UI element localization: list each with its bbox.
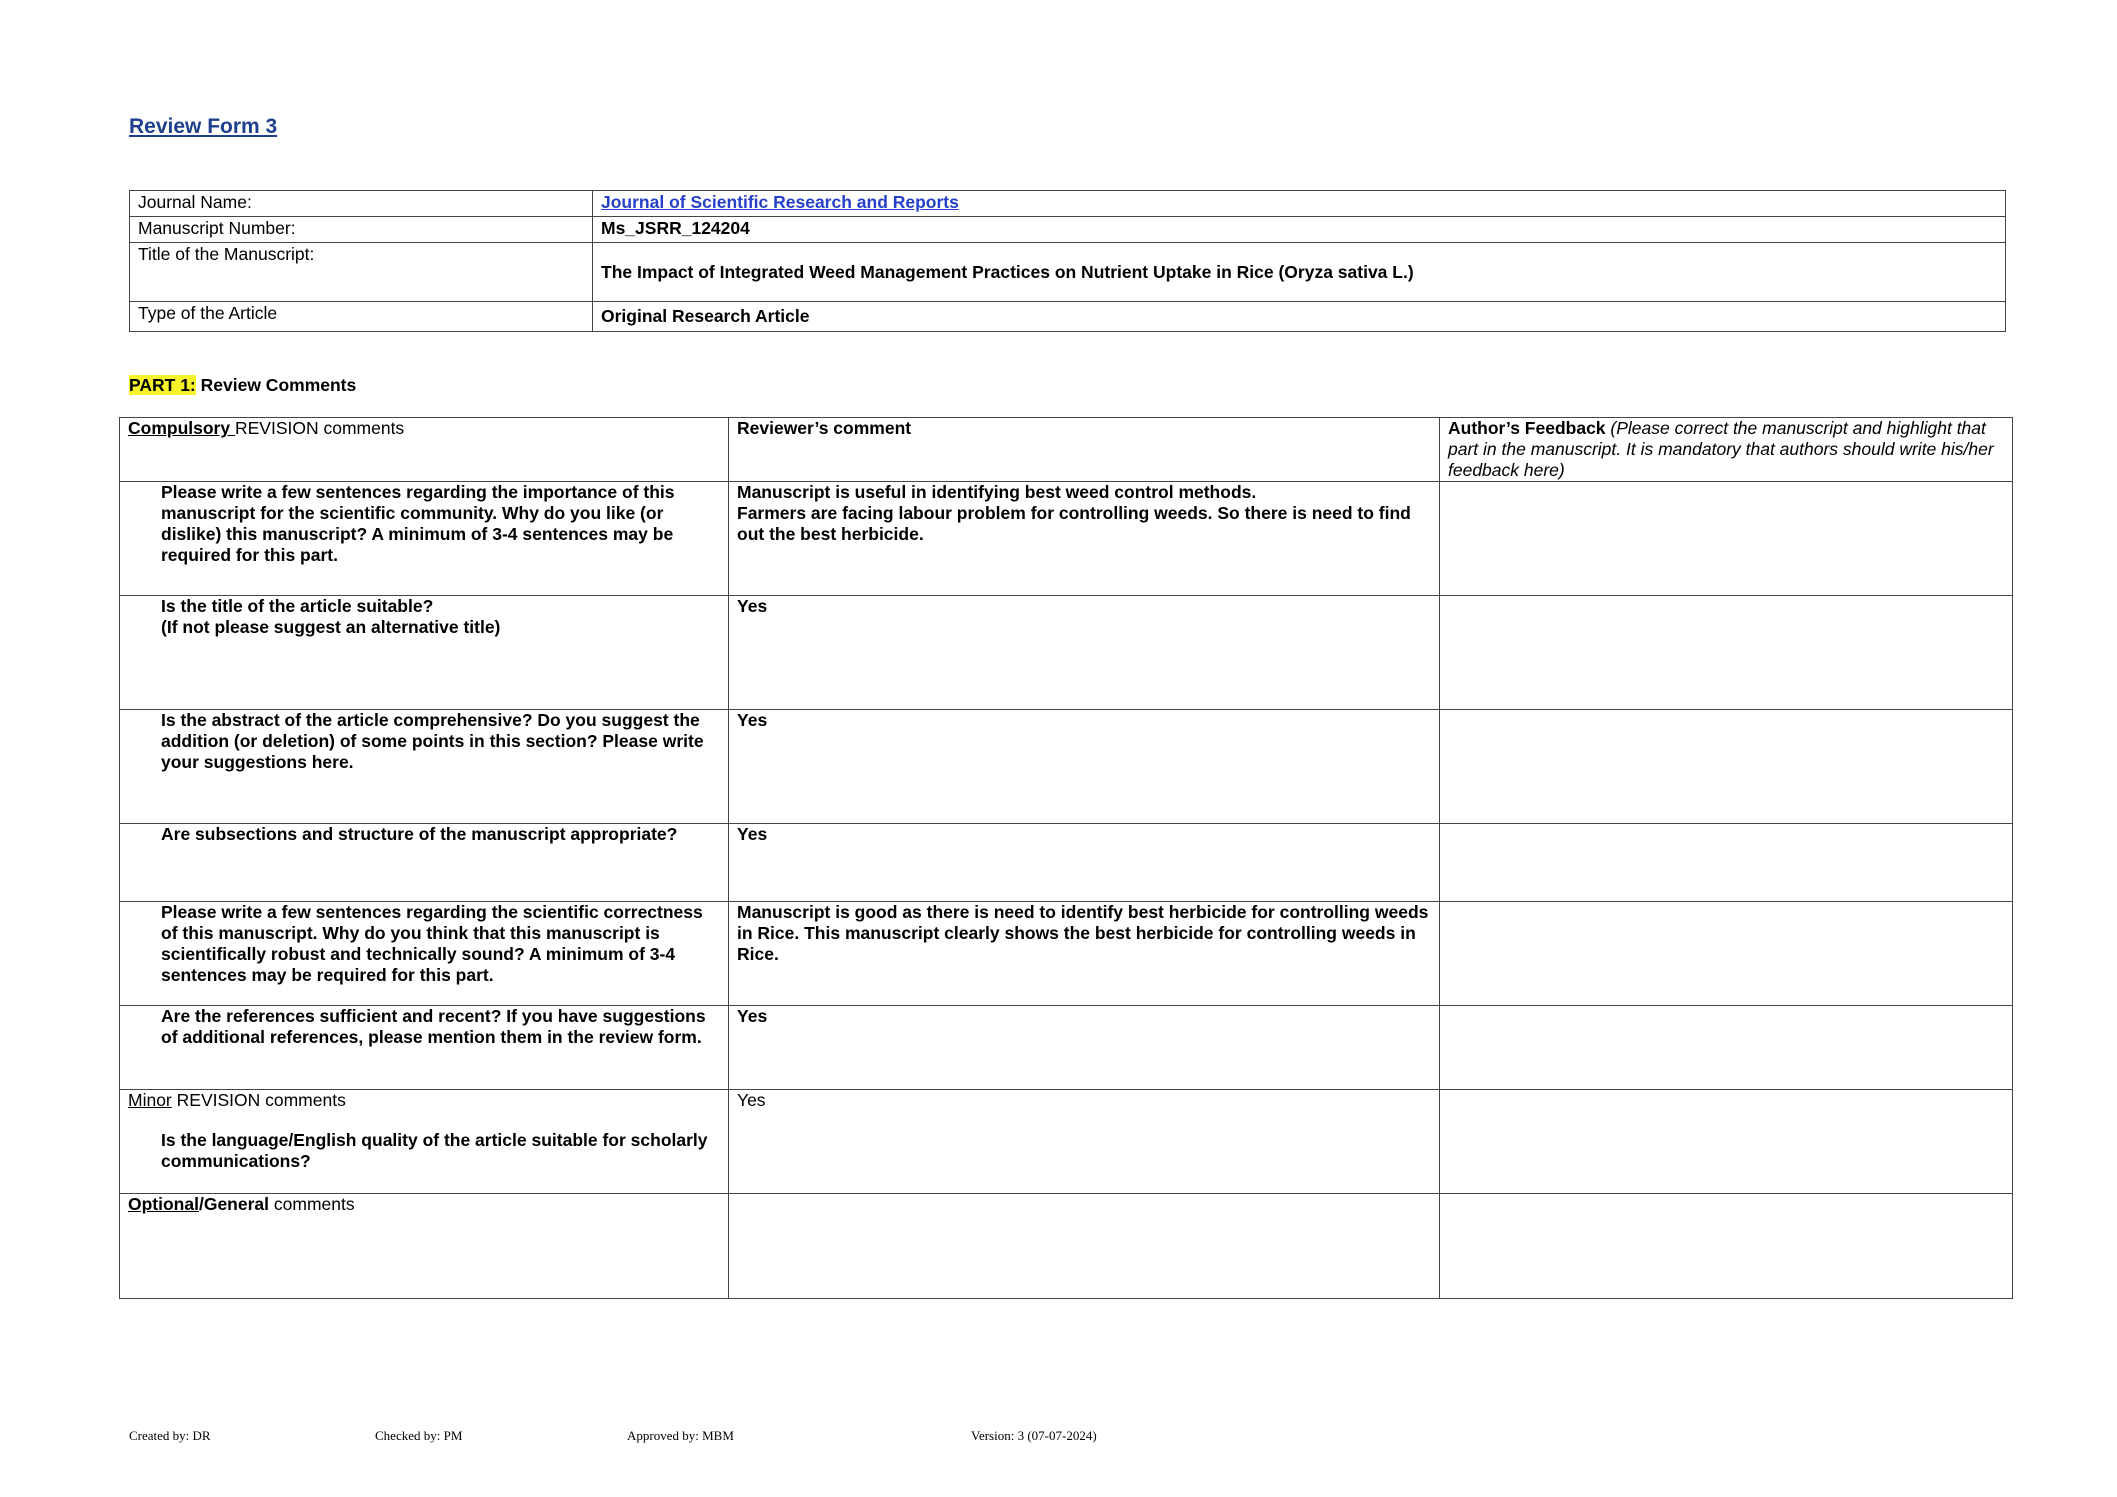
table-row <box>120 1006 2013 1090</box>
manuscript-title-value: The Impact of Integrated Weed Management Practices on Nutrient Uptake in Rice (Oryza sativa L.) <box>593 243 2006 302</box>
question-correctness: Please write a few sentences regarding the scientific correctness of this manuscript. Why do you think that this manuscript is scientifically robust and technically sound? A minimum of 3-4 sentences may be required for this part. <box>120 902 729 1006</box>
journal-label: Journal Name: <box>130 191 593 217</box>
table-row <box>120 824 2013 902</box>
table-row <box>120 710 2013 824</box>
feedback-structure[interactable] <box>1440 824 2013 902</box>
part1-heading <box>129 375 356 396</box>
comment-title[interactable]: Yes <box>729 596 1440 710</box>
form-title[interactable]: Review Form 3 <box>129 115 278 138</box>
table-row <box>120 902 2013 1006</box>
question-structure: Are subsections and structure of the manuscript appropriate? <box>120 824 729 902</box>
comment-correctness[interactable]: Manuscript is good as there is need to identify best herbicide for controlling weeds in Rice. This manuscript clearly shows the best herbicide for controlling weeds in Rice. <box>729 902 1440 1006</box>
comment-optional[interactable] <box>729 1194 1440 1299</box>
question-abstract: Is the abstract of the article comprehensive? Do you suggest the addition (or deletion) of some points in this section? Please write your suggestions here. <box>120 710 729 824</box>
comment-language[interactable]: Yes <box>729 1090 1440 1194</box>
minor-revision-label: Minor REVISION comments <box>128 1090 346 1110</box>
feedback-importance[interactable] <box>1440 482 2013 596</box>
table-row <box>120 1194 2013 1299</box>
part1-tag: PART 1: <box>129 375 196 395</box>
question-language: Is the language/English quality of the article suitable for scholarly communications? <box>161 1130 708 1171</box>
table-row <box>120 596 2013 710</box>
footer-approved: Approved by: MBM <box>627 1428 734 1443</box>
manuscript-info-table <box>129 190 2006 332</box>
question-importance: Please write a few sentences regarding the importance of this manuscript for the scientific community. Why do you like (or dislike) this manuscript? A minimum of 3-4 sentences may be required for this part. <box>120 482 729 596</box>
compulsory-header: Compulsory REVISION comments <box>120 418 729 482</box>
feedback-correctness[interactable] <box>1440 902 2013 1006</box>
footer-checked: Checked by: PM <box>375 1428 463 1443</box>
reviewer-comment-header: Reviewer’s comment <box>729 418 1440 482</box>
feedback-language[interactable] <box>1440 1090 2013 1194</box>
author-feedback-header: Author’s Feedback (Please correct the manuscript and highlight that part in the manuscript. It is mandatory that authors should write his/her feedback here) <box>1440 418 2013 482</box>
minor-revision-cell <box>120 1090 729 1194</box>
footer-version: Version: 3 (07-07-2024) <box>971 1428 1097 1443</box>
footer-created: Created by: DR <box>129 1428 211 1443</box>
table-row <box>120 1090 2013 1194</box>
feedback-abstract[interactable] <box>1440 710 2013 824</box>
feedback-references[interactable] <box>1440 1006 2013 1090</box>
manuscript-title-label: Title of the Manuscript: <box>130 243 593 302</box>
part1-title: Review Comments <box>195 375 357 395</box>
journal-link[interactable]: Journal of Scientific Research and Reports <box>601 192 959 212</box>
comment-references[interactable]: Yes <box>729 1006 1440 1090</box>
question-title: Is the title of the article suitable? (If not please suggest an alternative title) <box>120 596 729 710</box>
review-comments-table <box>119 417 2013 1299</box>
comment-structure[interactable]: Yes <box>729 824 1440 902</box>
table-row <box>120 482 2013 596</box>
comment-importance[interactable]: Manuscript is useful in identifying best weed control methods. Farmers are facing labour problem for controlling weeds. So there is need to find out the best herbicide. <box>729 482 1440 596</box>
comment-abstract[interactable]: Yes <box>729 710 1440 824</box>
feedback-optional[interactable] <box>1440 1194 2013 1299</box>
manuscript-number-label: Manuscript Number: <box>130 217 593 243</box>
article-type-label: Type of the Article <box>130 302 593 332</box>
feedback-title[interactable] <box>1440 596 2013 710</box>
manuscript-number-value: Ms_JSRR_124204 <box>593 217 2006 243</box>
article-type-value: Original Research Article <box>593 302 2006 332</box>
question-references: Are the references sufficient and recent? If you have suggestions of additional references, please mention them in the review form. <box>120 1006 729 1090</box>
optional-general-label: Optional/General comments <box>120 1194 729 1299</box>
